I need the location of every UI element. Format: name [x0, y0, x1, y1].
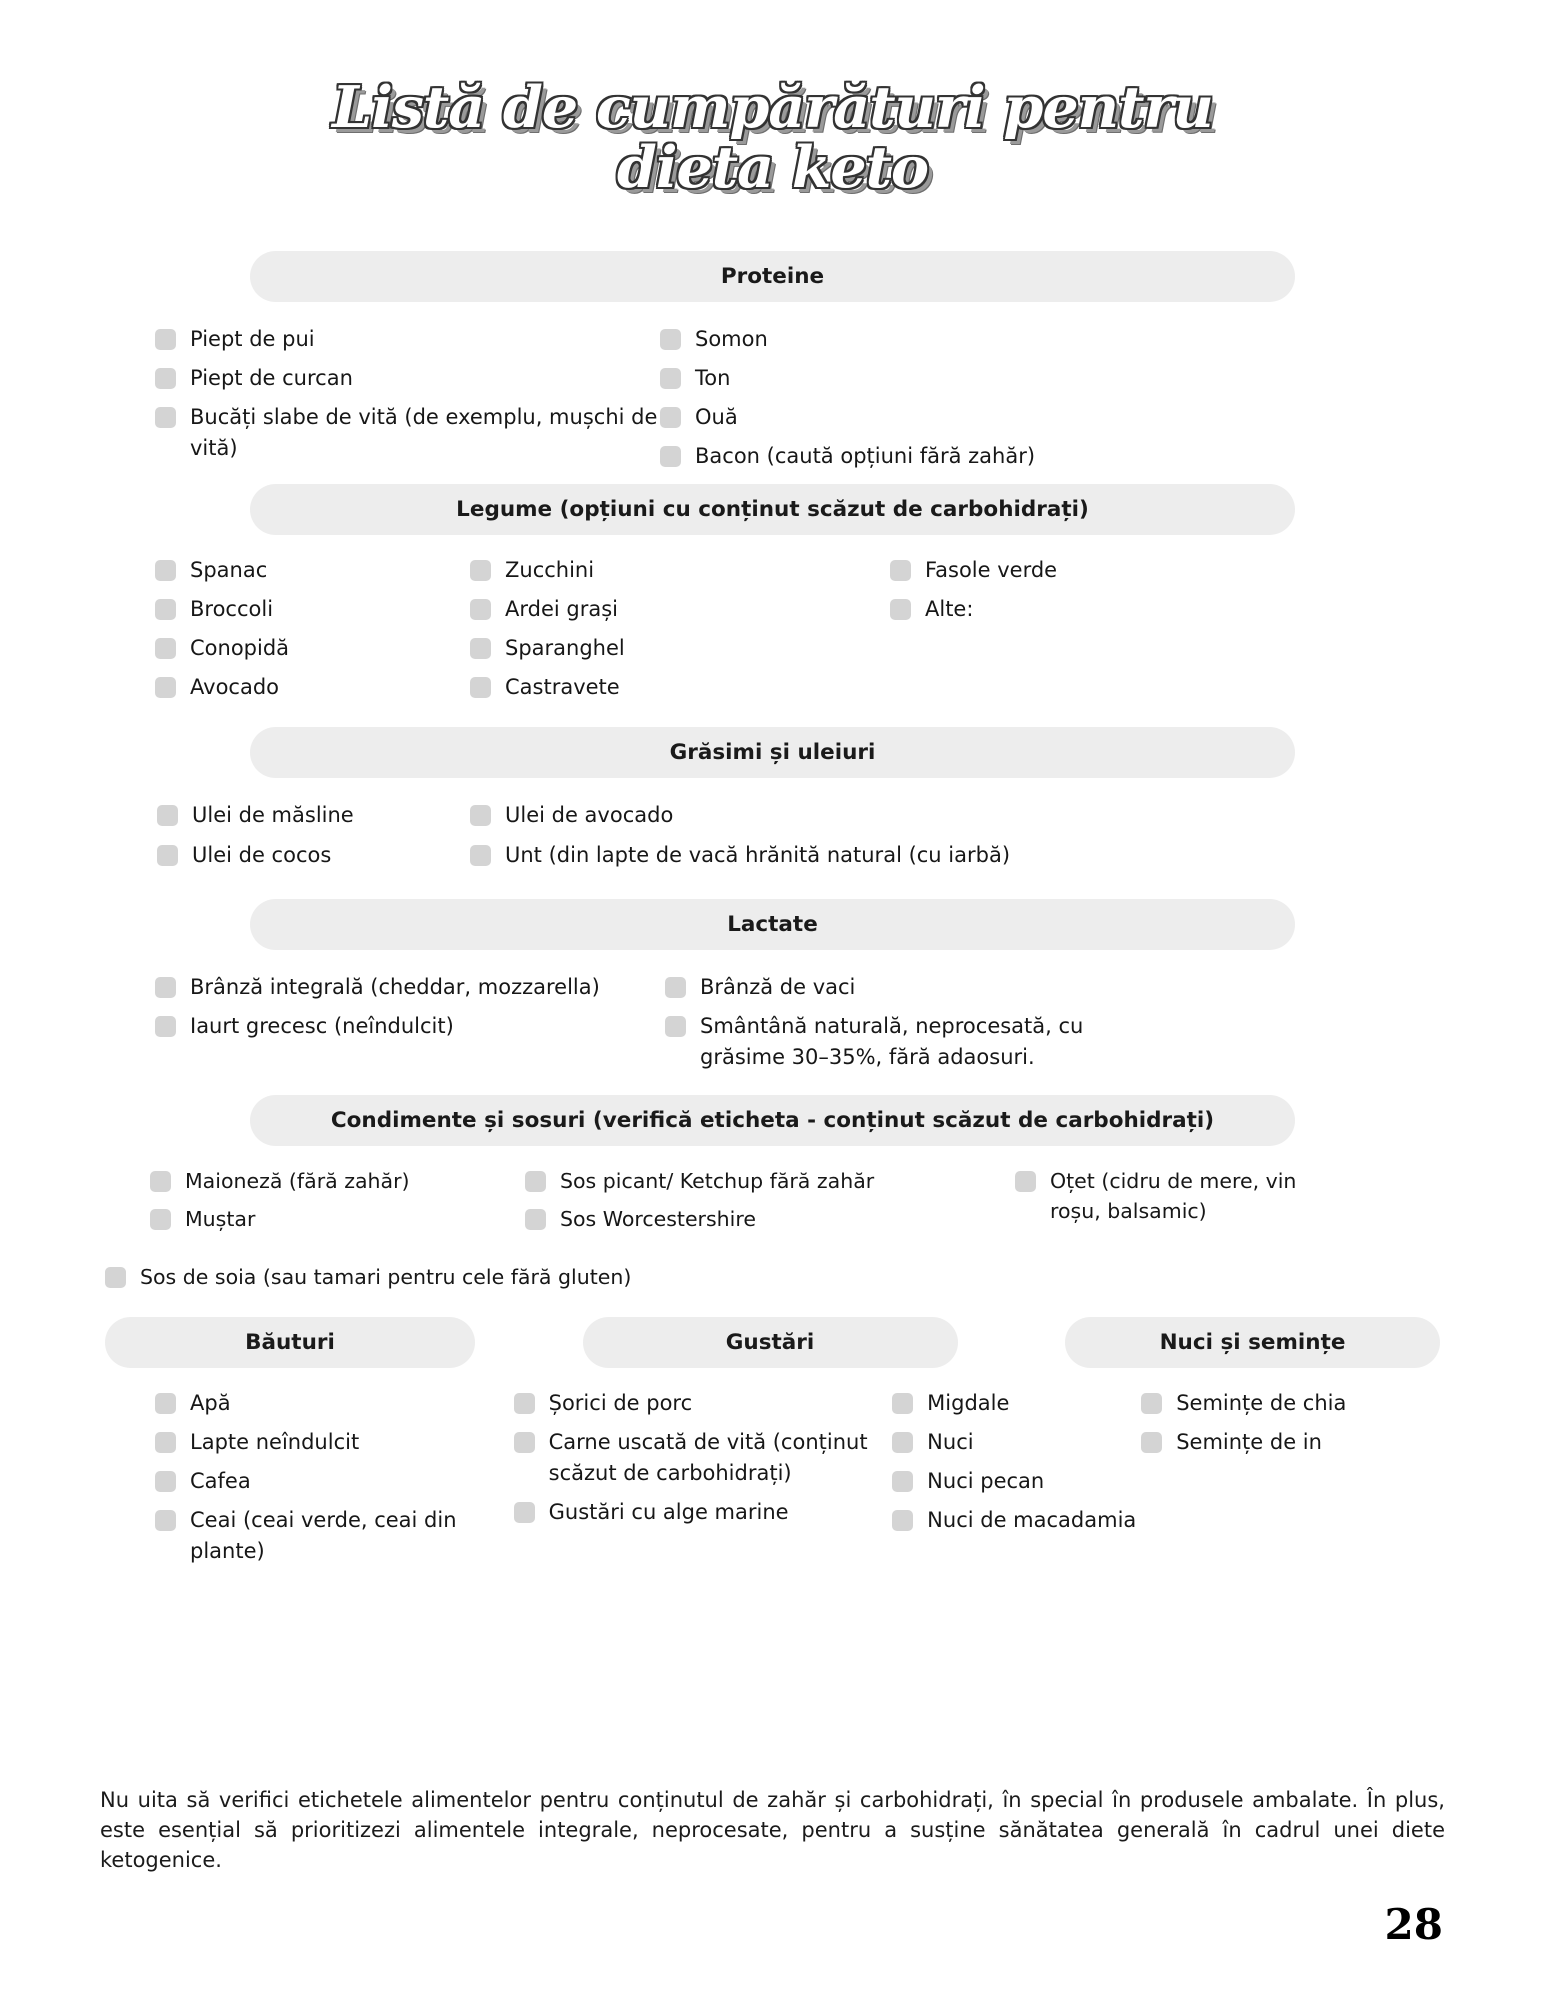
list-item[interactable]	[1015, 1166, 1345, 1227]
list-item-label: Semințe de in	[1176, 1429, 1322, 1454]
list-item-label: Sparanghel	[505, 636, 625, 661]
list-item-label: Broccoli	[190, 597, 274, 622]
list-item[interactable]	[155, 363, 660, 394]
section-proteins	[105, 251, 1440, 480]
list-item[interactable]	[470, 840, 1170, 871]
section-header-dairy: Lactate	[250, 899, 1295, 950]
list-item-label: Ceai (ceai verde, ceai din plante)	[190, 1508, 457, 1564]
condiments-column-2	[525, 1166, 1015, 1243]
list-item[interactable]	[155, 1427, 504, 1458]
section-header-fats: Grăsimi și uleiuri	[250, 727, 1295, 778]
list-item-label: Ulei de măsline	[192, 803, 354, 828]
list-item[interactable]	[155, 402, 660, 464]
drinks-column	[105, 1388, 504, 1575]
list-item-label: Muștar	[185, 1207, 256, 1232]
list-item[interactable]	[150, 1204, 525, 1234]
list-item[interactable]	[105, 1262, 631, 1292]
list-item-label: Cafea	[190, 1468, 251, 1493]
list-item-label: Iaurt grecesc (neîndulcit)	[190, 1013, 454, 1038]
list-item[interactable]	[155, 672, 470, 703]
list-item-label: Șorici de porc	[548, 1390, 693, 1415]
checkbox-icon[interactable]	[892, 1510, 913, 1531]
list-item[interactable]	[890, 594, 1230, 625]
list-item-label: Semințe de chia	[1176, 1390, 1347, 1415]
condiments-full-row	[105, 1242, 1440, 1300]
condiments-column-3	[1015, 1166, 1345, 1243]
section-vegetables	[105, 484, 1440, 711]
checkbox-icon[interactable]	[470, 845, 491, 866]
list-item[interactable]	[1141, 1427, 1440, 1458]
list-item[interactable]	[155, 324, 660, 355]
checkbox-icon[interactable]	[525, 1209, 546, 1230]
checkbox-icon[interactable]	[155, 560, 176, 581]
list-item[interactable]	[1141, 1388, 1440, 1419]
list-item[interactable]	[514, 1388, 883, 1419]
section-header-snacks: Gustări	[583, 1317, 958, 1368]
list-item[interactable]	[155, 1011, 665, 1042]
checkbox-icon[interactable]	[470, 638, 491, 659]
fats-column-1	[105, 800, 470, 878]
list-item-label: Unt (din lapte de vacă hrănită natural (cu iarbă)	[505, 842, 1011, 867]
checkbox-icon[interactable]	[155, 1471, 176, 1492]
footer-note: Nu uita să verifici etichetele alimentelor pentru conținutul de zahăr și carbohidrați, în special în produsele ambalate. În plus, este esențial să prioritizezi alimentele integrale, neprocesate, pentru a susține sănătatea generală în cadrul unei diete ketogenice.	[100, 1788, 1445, 1872]
section-headers-row	[105, 1317, 1440, 1368]
list-item-label: Piept de curcan	[190, 365, 353, 390]
checkbox-icon[interactable]	[660, 329, 681, 350]
list-item-label: Ulei de cocos	[192, 842, 332, 867]
list-item-label: Nuci de macadamia	[927, 1508, 1137, 1533]
list-item[interactable]	[892, 1427, 1141, 1458]
snacks-column	[504, 1388, 883, 1575]
list-item-label: Fasole verde	[925, 558, 1058, 583]
checkbox-icon[interactable]	[155, 677, 176, 698]
list-item[interactable]	[514, 1497, 883, 1528]
fats-column-2	[470, 800, 1170, 878]
list-item-label: Nuci	[927, 1429, 974, 1454]
page-title: Listă de cumpărături pentru dieta keto	[332, 74, 1213, 202]
list-item[interactable]	[660, 324, 1160, 355]
list-item[interactable]	[470, 800, 1170, 831]
checkbox-icon[interactable]	[892, 1432, 913, 1453]
section-header-condiments: Condimente și sosuri (verifică eticheta - conținut scăzut de carbohidrați)	[250, 1095, 1295, 1146]
list-item[interactable]	[660, 363, 1160, 394]
vegetables-column-3	[890, 555, 1230, 711]
list-item[interactable]	[892, 1505, 1141, 1536]
checkbox-icon[interactable]	[155, 1393, 176, 1414]
checkbox-icon[interactable]	[525, 1171, 546, 1192]
list-item-label: Ulei de avocado	[505, 803, 674, 828]
proteins-column-1	[105, 324, 660, 480]
checkbox-icon[interactable]	[157, 845, 178, 866]
section-condiments	[105, 1095, 1440, 1301]
list-item-label: Avocado	[190, 675, 280, 700]
list-item[interactable]	[470, 633, 890, 664]
list-item[interactable]	[890, 555, 1230, 586]
checkbox-icon[interactable]	[665, 977, 686, 998]
list-item-label: Nuci pecan	[927, 1468, 1045, 1493]
list-item[interactable]	[892, 1466, 1141, 1497]
list-item[interactable]	[892, 1388, 1141, 1419]
list-item-label: Gustări cu alge marine	[548, 1500, 789, 1525]
list-item-label: Lapte neîndulcit	[190, 1429, 360, 1454]
checkbox-icon[interactable]	[660, 407, 681, 428]
checkbox-icon[interactable]	[890, 599, 911, 620]
list-item[interactable]	[470, 672, 890, 703]
list-item-label: Sos de soia (sau tamari pentru cele fără gluten)	[140, 1265, 632, 1290]
list-item-label: Ton	[695, 365, 731, 390]
nuts-column-1	[882, 1388, 1141, 1575]
vegetables-column-2	[470, 555, 890, 711]
checkbox-icon[interactable]	[157, 805, 178, 826]
checkbox-icon[interactable]	[150, 1209, 171, 1230]
dairy-column-1	[105, 972, 665, 1081]
list-item[interactable]	[665, 1011, 1165, 1073]
list-item[interactable]	[155, 1388, 504, 1419]
list-item[interactable]	[470, 555, 890, 586]
checkbox-icon[interactable]	[155, 977, 176, 998]
list-item-label: Alte:	[925, 597, 974, 622]
list-item[interactable]	[155, 594, 470, 625]
checkbox-icon[interactable]	[155, 1432, 176, 1453]
nuts-column-2	[1141, 1388, 1440, 1575]
checkbox-icon[interactable]	[155, 329, 176, 350]
list-item-label: Apă	[190, 1390, 231, 1415]
list-item[interactable]	[155, 1466, 504, 1497]
list-item-label: Castravete	[505, 675, 620, 700]
list-item-label: Bucăți slabe de vită (de exemplu, mușchi de vită)	[190, 404, 658, 461]
condiments-column-1	[105, 1166, 525, 1243]
list-item[interactable]	[660, 441, 1160, 472]
section-header-nuts: Nuci și semințe	[1065, 1317, 1440, 1368]
page-number: 28	[1384, 1900, 1443, 1949]
list-item-label: Piept de pui	[190, 326, 315, 351]
checkbox-icon[interactable]	[105, 1267, 126, 1288]
list-item[interactable]	[155, 555, 470, 586]
list-item-label: Somon	[695, 326, 768, 351]
checkbox-icon[interactable]	[470, 677, 491, 698]
checkbox-icon[interactable]	[470, 805, 491, 826]
list-item[interactable]	[157, 840, 470, 871]
list-item-label: Brânză de vaci	[700, 974, 856, 999]
checkbox-icon[interactable]	[155, 638, 176, 659]
checkbox-icon[interactable]	[150, 1171, 171, 1192]
checkbox-icon[interactable]	[1015, 1171, 1036, 1192]
list-item-label: Brânză integrală (cheddar, mozzarella)	[190, 974, 600, 999]
checkbox-icon[interactable]	[155, 368, 176, 389]
list-item[interactable]	[155, 633, 470, 664]
list-item[interactable]	[665, 972, 1165, 1003]
proteins-column-2	[660, 324, 1160, 480]
checkbox-icon[interactable]	[514, 1393, 535, 1414]
section-dairy	[105, 899, 1440, 1081]
checkbox-icon[interactable]	[892, 1471, 913, 1492]
list-item-label: Bacon (caută opțiuni fără zahăr)	[695, 444, 1036, 469]
checkbox-icon[interactable]	[470, 560, 491, 581]
list-item-label: Sos picant/ Ketchup fără zahăr	[560, 1168, 875, 1193]
list-item-label: Ardei grași	[505, 597, 618, 622]
list-item-label: Spanac	[190, 558, 268, 583]
list-item[interactable]	[155, 972, 665, 1003]
list-item[interactable]	[525, 1204, 1015, 1234]
section-fats	[105, 727, 1440, 878]
list-item[interactable]	[525, 1166, 1015, 1196]
checkbox-icon[interactable]	[155, 1510, 176, 1531]
list-item-label: Carne uscată de vită (conținut scăzut de carbohidrați)	[548, 1429, 868, 1485]
list-item-label: Migdale	[927, 1390, 1010, 1415]
list-item[interactable]	[660, 402, 1160, 433]
section-header-proteins: Proteine	[250, 251, 1295, 302]
list-item-label: Smântână naturală, neprocesată, cu grăsime 30–35%, fără adaosuri.	[700, 1013, 1084, 1069]
checkbox-icon[interactable]	[1141, 1432, 1162, 1453]
checkbox-icon[interactable]	[514, 1432, 535, 1453]
checkbox-icon[interactable]	[155, 407, 176, 428]
list-item[interactable]	[155, 1505, 504, 1567]
checkbox-icon[interactable]	[892, 1393, 913, 1414]
checkbox-icon[interactable]	[155, 1016, 176, 1037]
checkbox-icon[interactable]	[890, 560, 911, 581]
list-item[interactable]	[150, 1166, 525, 1196]
checkbox-icon[interactable]	[155, 599, 176, 620]
checkbox-icon[interactable]	[1141, 1393, 1162, 1414]
checkbox-icon[interactable]	[660, 446, 681, 467]
checkbox-icon[interactable]	[470, 599, 491, 620]
vegetables-column-1	[105, 555, 470, 711]
triple-columns	[105, 1368, 1440, 1575]
list-item[interactable]	[470, 594, 890, 625]
list-item-label: Zucchini	[505, 558, 595, 583]
list-item-label: Oțet (cidru de mere, vin roșu, balsamic)	[1050, 1168, 1297, 1224]
checkbox-icon[interactable]	[665, 1016, 686, 1037]
dairy-column-2	[665, 972, 1165, 1081]
list-item[interactable]	[157, 800, 470, 831]
checkbox-icon[interactable]	[660, 368, 681, 389]
list-item-label: Sos Worcestershire	[560, 1207, 756, 1232]
list-item-label: Ouă	[695, 404, 738, 429]
section-header-vegetables: Legume (opțiuni cu conținut scăzut de carbohidrați)	[250, 484, 1295, 535]
page-title-wrap	[105, 0, 1440, 202]
section-header-drinks: Băuturi	[105, 1317, 475, 1368]
checkbox-icon[interactable]	[514, 1502, 535, 1523]
list-item[interactable]	[514, 1427, 883, 1489]
list-item-label: Conopidă	[190, 636, 290, 661]
list-item-label: Maioneză (fără zahăr)	[185, 1168, 410, 1193]
